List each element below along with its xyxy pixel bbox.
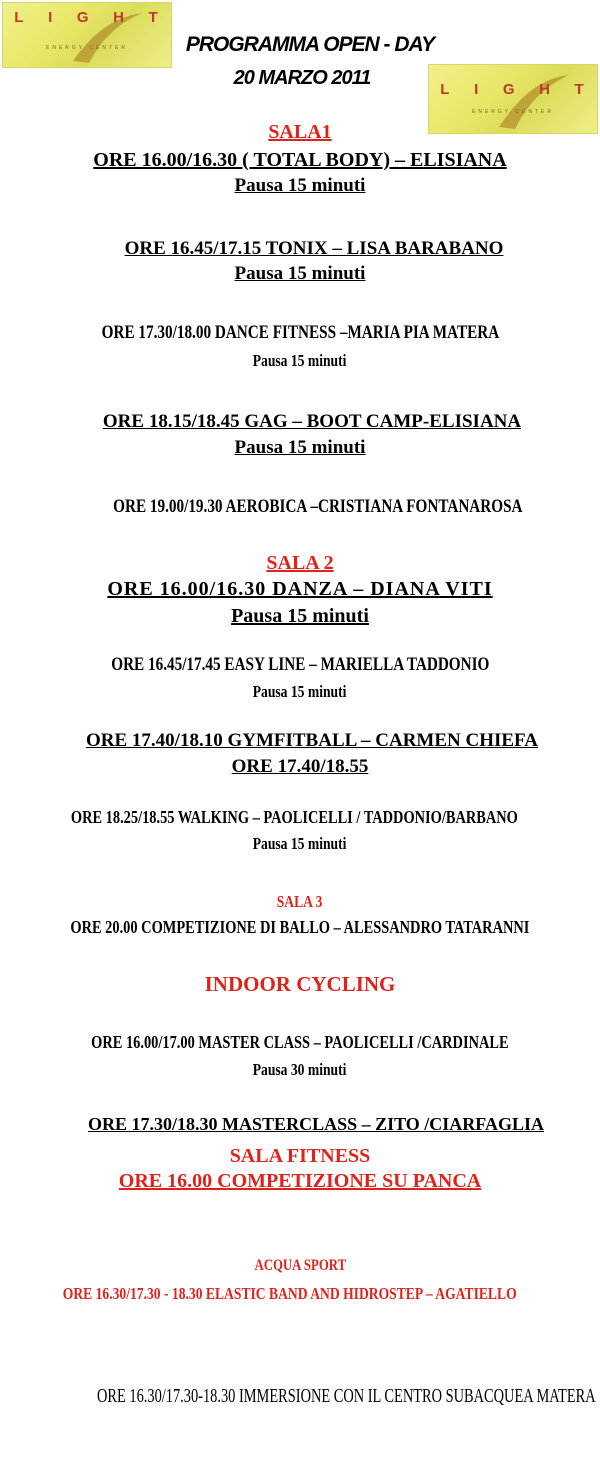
- page-date: 20 MARZO 2011: [233, 67, 371, 89]
- sala2-line-3: ORE 17.40/18.10 GYMFITBALL – CARMEN CHIEFA: [86, 730, 538, 751]
- sala1-title: SALA1: [268, 121, 332, 143]
- sala2-line-3b: ORE 17.40/18.55: [231, 756, 369, 777]
- acqua-title: ACQUA SPORT: [254, 1257, 346, 1274]
- acqua-line-2: ORE 16.30/17.30-18.30 IMMERSIONE CON IL CENTRO SUBACQUEA MATERA: [96, 1385, 596, 1407]
- logo-wordmark: L I G H T: [440, 81, 586, 98]
- fitness-line-1: ORE 16.00 COMPETIZIONE SU PANCA: [118, 1170, 482, 1192]
- page-title: PROGRAMMA OPEN - DAY: [185, 33, 435, 56]
- fitness-title: SALA FITNESS: [229, 1145, 371, 1167]
- indoor-pause-1: Pausa 30 minuti: [253, 1060, 347, 1079]
- logo-subtitle: ENERGY CENTER: [472, 109, 554, 115]
- sala1-pause-2: Pausa 15 minuti: [234, 263, 366, 284]
- sala1-line-5: ORE 19.00/19.30 AEROBICA –CRISTIANA FONTANAROSA: [113, 496, 523, 517]
- sala2-line-1: ORE 16.00/16.30 DANZA – DIANA VITI: [107, 578, 493, 600]
- sala1-pause-3: Pausa 15 minuti: [253, 351, 347, 370]
- sala2-line-4: ORE 18.25/18.55 WALKING – PAOLICELLI / TADDONIO/BARBANO: [70, 807, 518, 827]
- sala1-line-2: ORE 16.45/17.15 TONIX – LISA BARABANO: [124, 238, 504, 259]
- indoor-title: INDOOR CYCLING: [204, 972, 396, 996]
- sala3-line-1: ORE 20.00 COMPETIZIONE DI BALLO – ALESSANDRO TATARANNI: [70, 917, 530, 937]
- logo-wordmark: L I G H T: [14, 9, 160, 26]
- sala1-line-1: ORE 16.00/16.30 ( TOTAL BODY) – ELISIANA: [93, 149, 507, 171]
- sala1-pause-1: Pausa 15 minuti: [234, 175, 366, 196]
- logo-subtitle: ENERGY CENTER: [46, 45, 128, 51]
- sala1-pause-4: Pausa 15 minuti: [234, 437, 366, 458]
- sala1-line-3: ORE 17.30/18.00 DANCE FITNESS –MARIA PIA MATERA: [101, 322, 499, 343]
- acqua-line-1: ORE 16.30/17.30 - 18.30 ELASTIC BAND AND HIDROSTEP – AGATIELLO: [63, 1284, 517, 1303]
- sala3-title: SALA 3: [277, 892, 323, 911]
- sala1-line-4: ORE 18.15/18.45 GAG – BOOT CAMP-ELISIANA: [102, 411, 522, 432]
- sala2-line-2: ORE 16.45/17.45 EASY LINE – MARIELLA TADDONIO: [110, 654, 490, 675]
- sala2-pause-2: Pausa 15 minuti: [253, 682, 347, 701]
- sala2-title: SALA 2: [266, 552, 334, 574]
- indoor-line-2: ORE 17.30/18.30 MASTERCLASS – ZITO /CIARFAGLIA: [88, 1114, 544, 1134]
- sala2-pause-1: Pausa 15 minuti: [231, 605, 369, 627]
- indoor-line-1: ORE 16.00/17.00 MASTER CLASS – PAOLICELLI /CARDINALE: [91, 1032, 509, 1052]
- sala2-pause-4: Pausa 15 minuti: [253, 834, 347, 853]
